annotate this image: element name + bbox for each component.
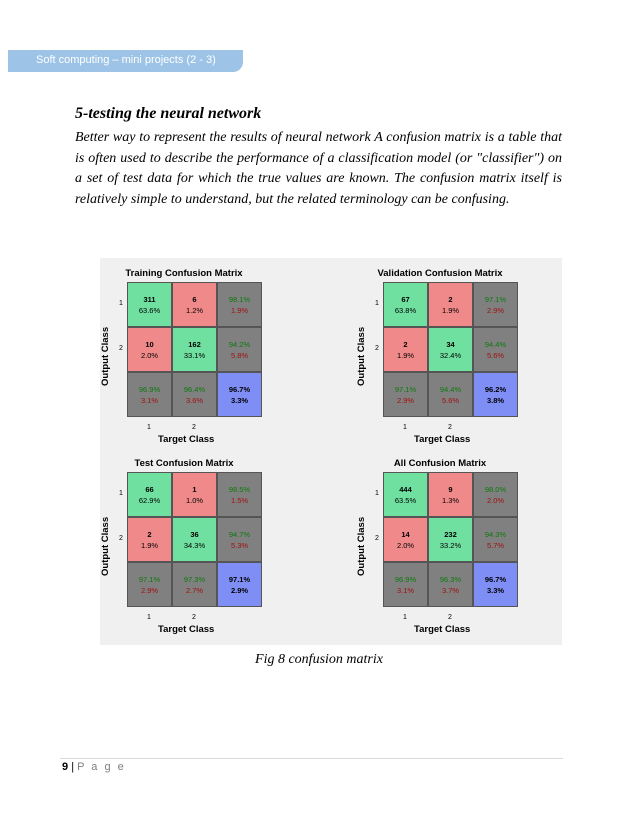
cell-secondary-value: 62.9% [138, 496, 161, 505]
cell-primary-value: 36 [190, 530, 199, 539]
matrix-cell [428, 372, 473, 417]
matrix-cell [127, 372, 172, 417]
cell-primary-value: 14 [401, 530, 410, 539]
matrix-cell [473, 282, 518, 327]
cell-primary-value: 96.7% [484, 575, 507, 584]
cell-secondary-value: 3.1% [140, 396, 159, 405]
header-tab [8, 50, 243, 72]
matrix-cell [172, 327, 217, 372]
matrix-cell [127, 562, 172, 607]
cell-secondary-value: 1.2% [185, 306, 204, 315]
cell-secondary-value: 34.3% [183, 541, 206, 550]
cell-secondary-value: 2.9% [396, 396, 415, 405]
col-tick-label: 1 [403, 614, 407, 621]
cell-secondary-value: 3.1% [396, 586, 415, 595]
cell-secondary-value: 32.4% [439, 351, 462, 360]
matrix-cell [383, 372, 428, 417]
row-tick-label: 2 [119, 535, 123, 542]
cell-primary-value: 10 [145, 340, 154, 349]
cell-secondary-value: 5.7% [486, 541, 505, 550]
cell-primary-value: 98.1% [228, 295, 251, 304]
cell-secondary-value: 3.7% [441, 586, 460, 595]
cell-primary-value: 97.1% [228, 575, 251, 584]
matrix-title: Test Confusion Matrix [134, 458, 234, 469]
matrix-cell [172, 372, 217, 417]
cell-secondary-value: 2.9% [140, 586, 159, 595]
matrix-title: All Confusion Matrix [393, 458, 487, 469]
cell-primary-value: 94.2% [228, 340, 251, 349]
col-tick-label: 2 [192, 424, 196, 431]
matrix-cell [127, 517, 172, 562]
cell-secondary-value: 5.8% [230, 351, 249, 360]
cell-primary-value: 98.0% [484, 485, 507, 494]
col-tick-label: 1 [147, 614, 151, 621]
matrix-cell [428, 282, 473, 327]
cell-primary-value: 162 [188, 340, 201, 349]
test-confusion-matrix [100, 458, 258, 635]
cell-secondary-value: 2.9% [230, 586, 249, 595]
cell-primary-value: 2 [147, 530, 152, 539]
cell-secondary-value: 1.0% [185, 496, 204, 505]
cell-secondary-value: 1.9% [396, 351, 415, 360]
x-axis-label: Target Class [158, 434, 215, 445]
cell-secondary-value: 3.8% [486, 396, 505, 405]
row-tick-label: 1 [119, 300, 123, 307]
y-axis-label: Output Class [356, 326, 367, 386]
matrix-cell [172, 562, 217, 607]
training-confusion-matrix [100, 268, 258, 445]
cell-secondary-value: 2.0% [140, 351, 159, 360]
matrix-cell [473, 327, 518, 372]
matrix-cell [217, 472, 262, 517]
col-tick-label: 2 [448, 614, 452, 621]
cell-primary-value: 66 [145, 485, 154, 494]
x-axis-label: Target Class [158, 624, 215, 635]
cell-primary-value: 94.3% [484, 530, 507, 539]
matrix-cell [473, 372, 518, 417]
figure-caption: Fig 8 confusion matrix [255, 652, 383, 667]
row-tick-label: 1 [375, 490, 379, 497]
row-tick-label: 1 [119, 490, 123, 497]
y-axis-label: Output Class [100, 516, 111, 576]
matrix-title: Training Confusion Matrix [125, 268, 243, 279]
matrix-cell [473, 517, 518, 562]
col-tick-label: 2 [192, 614, 196, 621]
matrix-cell [217, 282, 262, 327]
cell-secondary-value: 5.3% [230, 541, 249, 550]
row-tick-label: 1 [375, 300, 379, 307]
cell-primary-value: 311 [143, 295, 156, 304]
col-tick-label: 1 [403, 424, 407, 431]
confusion-matrix-figure [100, 258, 562, 645]
matrix-grid [383, 282, 521, 420]
page-label: P a g e [77, 761, 126, 773]
cell-secondary-value: 63.5% [394, 496, 417, 505]
matrix-cell [127, 282, 172, 327]
cell-secondary-value: 1.9% [140, 541, 159, 550]
matrix-grid [383, 472, 521, 610]
cell-secondary-value: 1.5% [230, 496, 249, 505]
x-axis-label: Target Class [414, 434, 471, 445]
matrix-grid [127, 282, 265, 420]
page-footer [62, 761, 126, 773]
matrix-cell [428, 327, 473, 372]
cell-secondary-value: 33.2% [439, 541, 462, 550]
matrix-cell [127, 327, 172, 372]
cell-primary-value: 97.3% [183, 575, 206, 584]
matrix-cell [383, 282, 428, 327]
cell-primary-value: 67 [401, 295, 410, 304]
matrix-cell [383, 327, 428, 372]
cell-primary-value: 96.9% [138, 385, 161, 394]
cell-secondary-value: 3.3% [230, 396, 249, 405]
matrix-cell [217, 562, 262, 607]
cell-primary-value: 96.7% [228, 385, 251, 394]
matrix-cell [428, 472, 473, 517]
cell-primary-value: 34 [446, 340, 455, 349]
x-axis-label: Target Class [414, 624, 471, 635]
matrix-cell [172, 282, 217, 327]
cell-primary-value: 97.1% [394, 385, 417, 394]
cell-primary-value: 6 [192, 295, 197, 304]
cell-secondary-value: 3.6% [185, 396, 204, 405]
col-tick-label: 1 [147, 424, 151, 431]
page-number: 9 [62, 761, 69, 773]
cell-secondary-value: 1.3% [441, 496, 460, 505]
section-paragraph: Better way to represent the results of neural network A confusion matrix is a table that is often used to describe the performance of a classification model (or "classifier") on a set of test data for which the true values are known. The confusion matrix itself is relatively simple to understand, but the related terminology can be confusing. [75, 130, 562, 207]
cell-primary-value: 444 [399, 485, 412, 494]
cell-secondary-value: 2.0% [396, 541, 415, 550]
cell-primary-value: 2 [448, 295, 453, 304]
matrix-cell [473, 472, 518, 517]
cell-primary-value: 96.4% [183, 385, 206, 394]
cell-secondary-value: 33.1% [183, 351, 206, 360]
matrix-cell [127, 472, 172, 517]
cell-primary-value: 1 [192, 485, 197, 494]
matrix-cell [217, 372, 262, 417]
matrix-cell [383, 517, 428, 562]
y-axis-label: Output Class [100, 326, 111, 386]
cell-secondary-value: 5.6% [486, 351, 505, 360]
cell-secondary-value: 2.9% [486, 306, 505, 315]
cell-primary-value: 2 [403, 340, 408, 349]
footer-separator: | [71, 761, 75, 773]
cell-primary-value: 94.7% [228, 530, 251, 539]
cell-primary-value: 96.3% [439, 575, 462, 584]
cell-primary-value: 97.1% [138, 575, 161, 584]
matrix-cell [428, 562, 473, 607]
row-tick-label: 2 [375, 535, 379, 542]
cell-secondary-value: 63.6% [138, 306, 161, 315]
matrix-cell [172, 517, 217, 562]
cell-secondary-value: 3.3% [486, 586, 505, 595]
cell-primary-value: 9 [448, 485, 453, 494]
y-axis-label: Output Class [356, 516, 367, 576]
matrix-cell [217, 327, 262, 372]
validation-confusion-matrix [356, 268, 514, 445]
header-label: Soft computing – mini projects (2 - 3) [36, 54, 216, 66]
matrix-cell [383, 472, 428, 517]
matrix-cell [172, 472, 217, 517]
row-tick-label: 2 [375, 345, 379, 352]
cell-primary-value: 232 [444, 530, 457, 539]
matrix-cell [428, 517, 473, 562]
cell-primary-value: 94.4% [439, 385, 462, 394]
footer-divider [60, 758, 563, 759]
all-confusion-matrix [356, 458, 514, 635]
cell-primary-value: 96.9% [394, 575, 417, 584]
cell-secondary-value: 2.7% [185, 586, 204, 595]
matrix-cell [383, 562, 428, 607]
cell-secondary-value: 2.0% [486, 496, 505, 505]
cell-primary-value: 98.5% [228, 485, 251, 494]
section-title: 5-testing the neural network [75, 105, 262, 122]
cell-secondary-value: 63.8% [394, 306, 417, 315]
matrix-cell [473, 562, 518, 607]
cell-secondary-value: 1.9% [230, 306, 249, 315]
cell-primary-value: 96.2% [484, 385, 507, 394]
row-tick-label: 2 [119, 345, 123, 352]
matrix-grid [127, 472, 265, 610]
cell-primary-value: 94.4% [484, 340, 507, 349]
matrix-title: Validation Confusion Matrix [377, 268, 503, 279]
cell-primary-value: 97.1% [484, 295, 507, 304]
col-tick-label: 2 [448, 424, 452, 431]
cell-secondary-value: 1.9% [441, 306, 460, 315]
cell-secondary-value: 5.6% [441, 396, 460, 405]
matrix-cell [217, 517, 262, 562]
